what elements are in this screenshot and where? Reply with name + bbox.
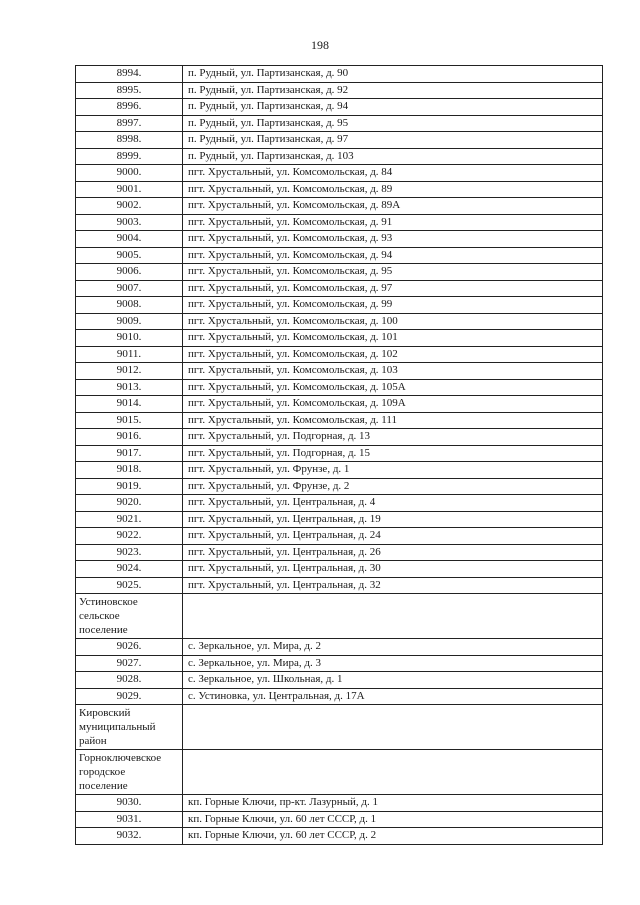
- row-address: пгт. Хрустальный, ул. Комсомольская, д. 89: [183, 181, 603, 198]
- section-label-line: Устиновское: [79, 596, 138, 608]
- row-address: пгт. Хрустальный, ул. Фрунзе, д. 2: [183, 478, 603, 495]
- section-header-row: [76, 750, 603, 795]
- empty-cell: [183, 594, 603, 639]
- row-number: 8998.: [76, 132, 183, 149]
- row-address: пгт. Хрустальный, ул. Подгорная, д. 13: [183, 429, 603, 446]
- address-register-table: [75, 65, 603, 845]
- section-header-row: [76, 594, 603, 639]
- table-row: [76, 115, 603, 132]
- table-row: [76, 511, 603, 528]
- table-row: [76, 639, 603, 656]
- table-row: [76, 247, 603, 264]
- table-row: [76, 655, 603, 672]
- row-number: 9015.: [76, 412, 183, 429]
- row-number: 9026.: [76, 639, 183, 656]
- row-address: пгт. Хрустальный, ул. Комсомольская, д. 109А: [183, 396, 603, 413]
- table-row: [76, 429, 603, 446]
- table-row: [76, 688, 603, 705]
- table-row: [76, 363, 603, 380]
- row-number: 9014.: [76, 396, 183, 413]
- row-number: 9013.: [76, 379, 183, 396]
- table-row: [76, 561, 603, 578]
- table-row: [76, 412, 603, 429]
- section-label-line: Кировский: [79, 707, 131, 719]
- row-address: кп. Горные Ключи, ул. 60 лет СССР, д. 1: [183, 811, 603, 828]
- row-address: пгт. Хрустальный, ул. Комсомольская, д. 111: [183, 412, 603, 429]
- table-row: [76, 280, 603, 297]
- row-address: с. Зеркальное, ул. Школьная, д. 1: [183, 672, 603, 689]
- row-number: 9006.: [76, 264, 183, 281]
- row-address: пгт. Хрустальный, ул. Фрунзе, д. 1: [183, 462, 603, 479]
- table-row: [76, 148, 603, 165]
- row-number: 9007.: [76, 280, 183, 297]
- row-number: 9017.: [76, 445, 183, 462]
- table-row: [76, 198, 603, 215]
- row-address: пгт. Хрустальный, ул. Центральная, д. 19: [183, 511, 603, 528]
- section-label-line: поселение: [79, 780, 128, 792]
- row-number: 9029.: [76, 688, 183, 705]
- address-register-body: [76, 66, 603, 845]
- row-address: с. Устиновка, ул. Центральная, д. 17А: [183, 688, 603, 705]
- row-address: п. Рудный, ул. Партизанская, д. 90: [183, 66, 603, 83]
- row-address: пгт. Хрустальный, ул. Комсомольская, д. 94: [183, 247, 603, 264]
- row-number: 9032.: [76, 828, 183, 845]
- table-row: [76, 478, 603, 495]
- row-address: пгт. Хрустальный, ул. Центральная, д. 32: [183, 577, 603, 594]
- row-number: 9011.: [76, 346, 183, 363]
- table-row: [76, 214, 603, 231]
- section-label-line: муниципальный: [79, 721, 156, 733]
- row-number: 9004.: [76, 231, 183, 248]
- empty-cell: [183, 750, 603, 795]
- section-label: [76, 750, 183, 795]
- section-label-line: поселение: [79, 624, 128, 636]
- row-number: 9020.: [76, 495, 183, 512]
- table-row: [76, 181, 603, 198]
- row-number: 9019.: [76, 478, 183, 495]
- row-number: 9022.: [76, 528, 183, 545]
- table-row: [76, 66, 603, 83]
- row-number: 9012.: [76, 363, 183, 380]
- row-address: пгт. Хрустальный, ул. Центральная, д. 30: [183, 561, 603, 578]
- row-number: 9003.: [76, 214, 183, 231]
- row-number: 9027.: [76, 655, 183, 672]
- table-row: [76, 828, 603, 845]
- table-row: [76, 231, 603, 248]
- empty-cell: [183, 705, 603, 750]
- row-number: 8996.: [76, 99, 183, 116]
- table-row: [76, 495, 603, 512]
- row-address: с. Зеркальное, ул. Мира, д. 3: [183, 655, 603, 672]
- table-row: [76, 672, 603, 689]
- row-address: пгт. Хрустальный, ул. Комсомольская, д. 100: [183, 313, 603, 330]
- row-number: 8997.: [76, 115, 183, 132]
- table-row: [76, 795, 603, 812]
- row-address: пгт. Хрустальный, ул. Центральная, д. 4: [183, 495, 603, 512]
- row-number: 8995.: [76, 82, 183, 99]
- table-row: [76, 528, 603, 545]
- row-address: п. Рудный, ул. Партизанская, д. 97: [183, 132, 603, 149]
- page-number: 198: [311, 38, 329, 52]
- table-row: [76, 577, 603, 594]
- table-row: [76, 379, 603, 396]
- row-number: 9000.: [76, 165, 183, 182]
- row-number: 9028.: [76, 672, 183, 689]
- row-address: пгт. Хрустальный, ул. Комсомольская, д. 99: [183, 297, 603, 314]
- section-label-line: городское: [79, 766, 126, 778]
- table-row: [76, 313, 603, 330]
- row-number: 9024.: [76, 561, 183, 578]
- row-address: пгт. Хрустальный, ул. Комсомольская, д. 89А: [183, 198, 603, 215]
- row-address: п. Рудный, ул. Партизанская, д. 95: [183, 115, 603, 132]
- row-number: 8994.: [76, 66, 183, 83]
- row-address: кп. Горные Ключи, ул. 60 лет СССР, д. 2: [183, 828, 603, 845]
- row-address: пгт. Хрустальный, ул. Комсомольская, д. 97: [183, 280, 603, 297]
- table-row: [76, 165, 603, 182]
- table-row: [76, 330, 603, 347]
- row-number: 9016.: [76, 429, 183, 446]
- row-address: пгт. Хрустальный, ул. Центральная, д. 24: [183, 528, 603, 545]
- row-address: п. Рудный, ул. Партизанская, д. 103: [183, 148, 603, 165]
- row-number: 9001.: [76, 181, 183, 198]
- row-number: 9023.: [76, 544, 183, 561]
- row-address: пгт. Хрустальный, ул. Комсомольская, д. 84: [183, 165, 603, 182]
- row-address: пгт. Хрустальный, ул. Комсомольская, д. 95: [183, 264, 603, 281]
- table-row: [76, 462, 603, 479]
- section-label: [76, 594, 183, 639]
- table-row: [76, 99, 603, 116]
- row-address: пгт. Хрустальный, ул. Комсомольская, д. 91: [183, 214, 603, 231]
- table-row: [76, 445, 603, 462]
- row-number: 9010.: [76, 330, 183, 347]
- table-row: [76, 396, 603, 413]
- section-label-line: сельское: [79, 610, 120, 622]
- row-address: пгт. Хрустальный, ул. Центральная, д. 26: [183, 544, 603, 561]
- table-row: [76, 811, 603, 828]
- row-number: 9030.: [76, 795, 183, 812]
- row-number: 8999.: [76, 148, 183, 165]
- row-number: 9002.: [76, 198, 183, 215]
- row-number: 9009.: [76, 313, 183, 330]
- row-address: п. Рудный, ул. Партизанская, д. 92: [183, 82, 603, 99]
- row-address: пгт. Хрустальный, ул. Комсомольская, д. 105А: [183, 379, 603, 396]
- row-number: 9031.: [76, 811, 183, 828]
- row-number: 9025.: [76, 577, 183, 594]
- section-label: [76, 705, 183, 750]
- row-number: 9021.: [76, 511, 183, 528]
- table-row: [76, 297, 603, 314]
- section-header-row: [76, 705, 603, 750]
- table-row: [76, 132, 603, 149]
- row-address: пгт. Хрустальный, ул. Комсомольская, д. 101: [183, 330, 603, 347]
- row-address: пгт. Хрустальный, ул. Комсомольская, д. 93: [183, 231, 603, 248]
- row-number: 9005.: [76, 247, 183, 264]
- table-row: [76, 346, 603, 363]
- table-row: [76, 544, 603, 561]
- row-address: пгт. Хрустальный, ул. Комсомольская, д. 102: [183, 346, 603, 363]
- row-address: п. Рудный, ул. Партизанская, д. 94: [183, 99, 603, 116]
- row-address: пгт. Хрустальный, ул. Подгорная, д. 15: [183, 445, 603, 462]
- row-address: пгт. Хрустальный, ул. Комсомольская, д. 103: [183, 363, 603, 380]
- row-number: 9008.: [76, 297, 183, 314]
- table-row: [76, 82, 603, 99]
- section-label-line: Горноключевское: [79, 752, 162, 764]
- table-row: [76, 264, 603, 281]
- row-number: 9018.: [76, 462, 183, 479]
- row-address: с. Зеркальное, ул. Мира, д. 2: [183, 639, 603, 656]
- section-label-line: район: [79, 735, 107, 747]
- row-address: кп. Горные Ключи, пр-кт. Лазурный, д. 1: [183, 795, 603, 812]
